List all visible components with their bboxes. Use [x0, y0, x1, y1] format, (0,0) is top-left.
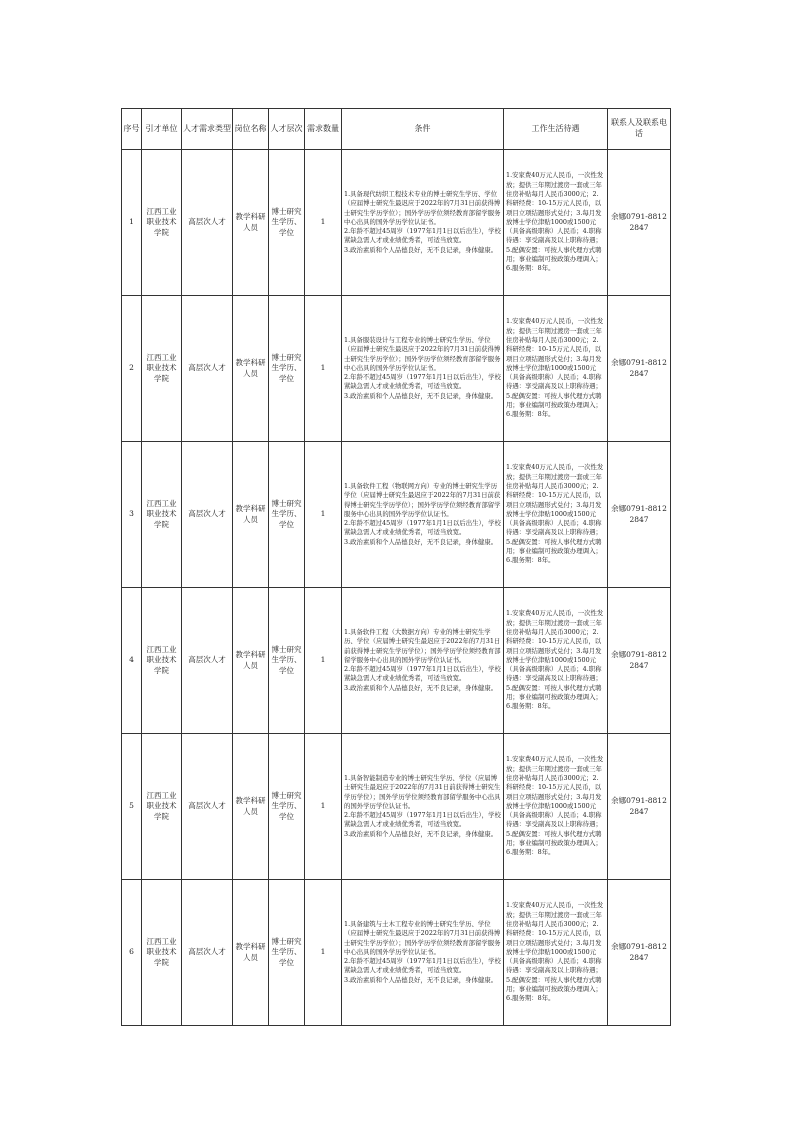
header-conditions: 条件 [342, 109, 504, 150]
cell-serial-no: 3 [122, 442, 142, 588]
conditions-text: 1.具备智能制造专业的博士研究生学历、学位（应届博士研究生最迟应于2022年的7月31日前获得博士研究生学历学位）；国外学历学位须经教育部留学服务中心出具的国外学历学位认证书。 2.年龄不超过45周岁（1977年1月1日以后出生），学校紧缺急需人才或业绩优秀者，可适当放宽。 3.政治素质和个人品德良好，无不良记录，身体健康。 [344, 774, 501, 838]
cell-talent-type: 高层次人才 [182, 588, 233, 734]
cell-conditions [342, 734, 504, 880]
cell-talent-type: 高层次人才 [182, 734, 233, 880]
header-unit: 引才单位 [142, 109, 182, 150]
cell-benefits [504, 150, 608, 296]
cell-contact: 余娜0791-88122847 [608, 880, 671, 1026]
conditions-text: 1.具备软件工程（大数据方向）专业的博士研究生学历、学位（应届博士研究生最迟应于2022年的7月31日前获得博士研究生学历学位）；国外学历学位须经教育部留学服务中心出具的国外学历学位认证书。 2.年龄不超过45周岁（1977年1月1日以后出生），学校紧缺急需人才或业绩优秀者，可适当放宽。 3.政治素质和个人品德良好，无不良记录，身体健康。 [344, 628, 501, 692]
cell-serial-no: 4 [122, 588, 142, 734]
benefits-text: 1.安家费40万元人民币，一次性发放；提供三年期过渡房一套或三年住房补贴每月人民币3000元；2.科研经费：10-15万元人民币，以项目立项结题形式兑付；3.每月发放博士学位津贴1000或1500元（具备高级职称）人民币；4.职称待遇：享受副高及以上职称待遇；5.配偶安置：可按人事代理方式聘用；事业编制可按政策办理调入；6.服务期：8年。 [506, 317, 604, 419]
cell-conditions [342, 588, 504, 734]
table-row [122, 296, 671, 442]
cell-conditions [342, 442, 504, 588]
cell-count: 1 [305, 588, 342, 734]
cell-serial-no: 1 [122, 150, 142, 296]
cell-benefits [504, 880, 608, 1026]
cell-conditions [342, 880, 504, 1026]
cell-benefits [504, 588, 608, 734]
benefits-text: 1.安家费40万元人民币，一次性发放；提供三年期过渡房一套或三年住房补贴每月人民币3000元；2.科研经费：10-15万元人民币，以项目立项结题形式兑付；3.每月发放博士学位津贴1000或1500元（具备高级职称）人民币；4.职称待遇：享受副高及以上职称待遇；5.配偶安置：可按人事代理方式聘用；事业编制可按政策办理调入；6.服务期：8年。 [506, 755, 604, 857]
benefits-text: 1.安家费40万元人民币，一次性发放；提供三年期过渡房一套或三年住房补贴每月人民币3000元；2.科研经费：10-15万元人民币，以项目立项结题形式兑付；3.每月发放博士学位津贴1000或1500元（具备高级职称）人民币；4.职称待遇：享受副高及以上职称待遇；5.配偶安置：可按人事代理方式聘用；事业编制可按政策办理调入；6.服务期：8年。 [506, 171, 604, 273]
benefits-text: 1.安家费40万元人民币，一次性发放；提供三年期过渡房一套或三年住房补贴每月人民币3000元；2.科研经费：10-15万元人民币，以项目立项结题形式兑付；3.每月发放博士学位津贴1000或1500元（具备高级职称）人民币；4.职称待遇：享受副高及以上职称待遇；5.配偶安置：可按人事代理方式聘用；事业编制可按政策办理调入；6.服务期：8年。 [506, 463, 604, 565]
cell-serial-no: 2 [122, 296, 142, 442]
table-row [122, 880, 671, 1026]
cell-position: 教学科研人员 [233, 442, 269, 588]
recruitment-table [121, 108, 671, 1026]
header-position: 岗位名称 [233, 109, 269, 150]
cell-talent-type: 高层次人才 [182, 880, 233, 1026]
cell-count: 1 [305, 150, 342, 296]
cell-count: 1 [305, 296, 342, 442]
cell-benefits [504, 442, 608, 588]
cell-unit: 江西工业职业技术学院 [142, 150, 182, 296]
cell-position: 教学科研人员 [233, 588, 269, 734]
cell-serial-no: 5 [122, 734, 142, 880]
cell-contact: 余娜0791-88122847 [608, 150, 671, 296]
benefits-text: 1.安家费40万元人民币，一次性发放；提供三年期过渡房一套或三年住房补贴每月人民币3000元；2.科研经费：10-15万元人民币，以项目立项结题形式兑付；3.每月发放博士学位津贴1000或1500元（具备高级职称）人民币；4.职称待遇：享受副高及以上职称待遇；5.配偶安置：可按人事代理方式聘用；事业编制可按政策办理调入；6.服务期：8年。 [506, 609, 604, 711]
conditions-text: 1.具备建筑与土木工程专业的博士研究生学历、学位（应届博士研究生最迟应于2022年的7月31日前获得博士研究生学历学位）；国外学历学位须经教育部留学服务中心出具的国外学历学位认证书。 2.年龄不超过45周岁（1977年1月1日以后出生），学校紧缺急需人才或业绩优秀者，可适当放宽。 3.政治素质和个人品德良好，无不良记录，身体健康。 [344, 920, 501, 984]
cell-position: 教学科研人员 [233, 734, 269, 880]
conditions-text: 1.具备服装设计与工程专业的博士研究生学历、学位（应届博士研究生最迟应于2022年的7月31日前获得博士研究生学历学位）；国外学历学位须经教育部留学服务中心出具的国外学历学位认证书。 2.年龄不超过45周岁（1977年1月1日以后出生），学校紧缺急需人才或业绩优秀者，可适当放宽。 3.政治素质和个人品德良好，无不良记录，身体健康。 [344, 336, 501, 400]
cell-position: 教学科研人员 [233, 296, 269, 442]
cell-talent-type: 高层次人才 [182, 296, 233, 442]
cell-level: 博士研究生学历、学位 [269, 588, 305, 734]
cell-level: 博士研究生学历、学位 [269, 734, 305, 880]
cell-position: 教学科研人员 [233, 150, 269, 296]
table-row [122, 588, 671, 734]
header-serial-no: 序号 [122, 109, 142, 150]
header-row [122, 109, 671, 150]
cell-unit: 江西工业职业技术学院 [142, 442, 182, 588]
cell-contact: 余娜0791-88122847 [608, 296, 671, 442]
cell-contact: 余娜0791-88122847 [608, 442, 671, 588]
cell-serial-no: 6 [122, 880, 142, 1026]
header-count: 需求数量 [305, 109, 342, 150]
cell-unit: 江西工业职业技术学院 [142, 296, 182, 442]
cell-level: 博士研究生学历、学位 [269, 150, 305, 296]
header-talent-type: 人才需求类型 [182, 109, 233, 150]
cell-benefits [504, 296, 608, 442]
conditions-text: 1.具备软件工程（物联网方向）专业的博士研究生学历学位（应届博士研究生最迟应于2022年的7月31日前获得博士研究生学历学位）；国外学历学位须经教育部留学服务中心出具的国外学历学位认证书。 2.年龄不超过45周岁（1977年1月1日以后出生），学校紧缺急需人才或业绩优秀者，可适当放宽。 3.政治素质和个人品德良好，无不良记录，身体健康。 [344, 482, 501, 546]
cell-talent-type: 高层次人才 [182, 150, 233, 296]
cell-count: 1 [305, 880, 342, 1026]
cell-level: 博士研究生学历、学位 [269, 442, 305, 588]
recruitment-table-page [121, 108, 670, 1026]
cell-contact: 余娜0791-88122847 [608, 588, 671, 734]
header-contact: 联系人及联系电话 [608, 109, 671, 150]
cell-count: 1 [305, 442, 342, 588]
cell-benefits [504, 734, 608, 880]
table-row [122, 150, 671, 296]
conditions-text: 1.具备现代纺织工程技术专业的博士研究生学历、学位（应届博士研究生最迟应于2022年的7月31日前获得博士研究生学历学位）；国外学历学位须经教育部留学服务中心出具的国外学历学位认证书。 2.年龄不超过45周岁（1977年1月1日以后出生），学校紧缺急需人才或业绩优秀者，可适当放宽。 3.政治素质和个人品德良好，无不良记录，身体健康。 [344, 190, 501, 254]
cell-conditions [342, 296, 504, 442]
cell-count: 1 [305, 734, 342, 880]
cell-unit: 江西工业职业技术学院 [142, 880, 182, 1026]
cell-talent-type: 高层次人才 [182, 442, 233, 588]
table-body [122, 150, 671, 1026]
cell-level: 博士研究生学历、学位 [269, 296, 305, 442]
table-header [122, 109, 671, 150]
cell-level: 博士研究生学历、学位 [269, 880, 305, 1026]
benefits-text: 1.安家费40万元人民币，一次性发放；提供三年期过渡房一套或三年住房补贴每月人民币3000元；2.科研经费：10-15万元人民币，以项目立项结题形式兑付；3.每月发放博士学位津贴1000或1500元（具备高级职称）人民币；4.职称待遇：享受副高及以上职称待遇；5.配偶安置：可按人事代理方式聘用；事业编制可按政策办理调入；6.服务期：8年。 [506, 901, 604, 1003]
cell-contact: 余娜0791-88122847 [608, 734, 671, 880]
cell-conditions [342, 150, 504, 296]
table-row [122, 442, 671, 588]
cell-position: 教学科研人员 [233, 880, 269, 1026]
table-row [122, 734, 671, 880]
header-level: 人才层次 [269, 109, 305, 150]
header-benefits: 工作生活待遇 [504, 109, 608, 150]
cell-unit: 江西工业职业技术学院 [142, 734, 182, 880]
cell-unit: 江西工业职业技术学院 [142, 588, 182, 734]
